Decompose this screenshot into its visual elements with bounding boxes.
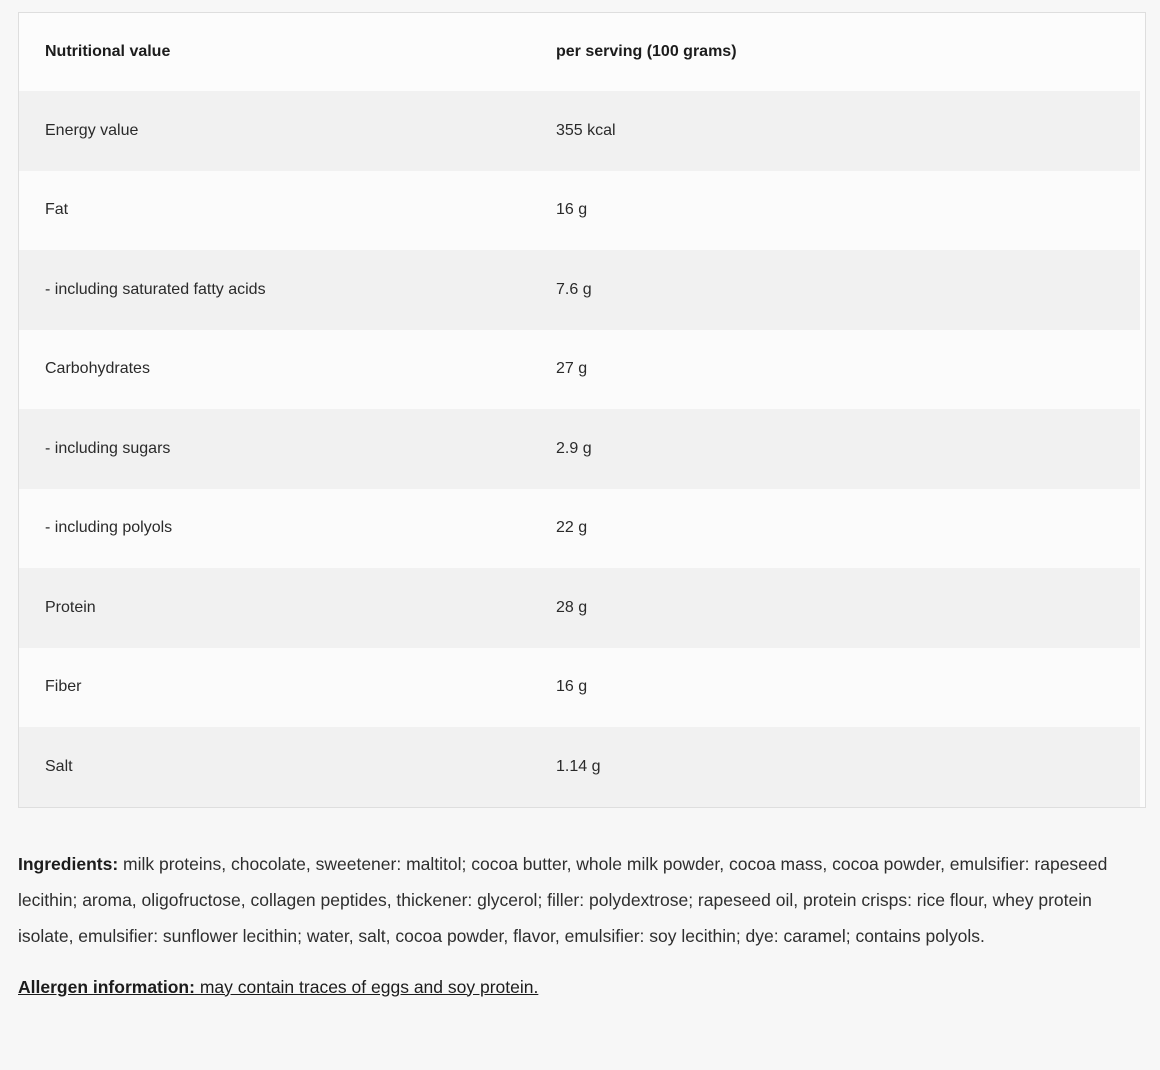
table-row-saturated-fatty-acids <box>19 250 1140 330</box>
nutrient-label: Energy value <box>45 121 139 139</box>
nutrient-label: Fiber <box>45 678 82 696</box>
col-header-per-serving: per serving (100 grams) <box>556 13 1140 91</box>
nutrient-value: 2.9 g <box>556 439 592 457</box>
nutrient-value: 1.14 g <box>556 757 601 775</box>
nutrient-value: 355 kcal <box>556 121 616 139</box>
nutrient-value: 22 g <box>556 519 588 537</box>
nutrition-table <box>18 12 1146 808</box>
allergen-paragraph <box>18 969 1138 1005</box>
nutrient-value: 7.6 g <box>556 280 592 298</box>
nutrient-value: 27 g <box>556 360 588 378</box>
table-row-salt <box>19 727 1140 807</box>
table-row-fat <box>19 171 1140 251</box>
nutrient-value: 16 g <box>556 678 588 696</box>
nutrient-label: Salt <box>45 757 73 775</box>
nutrient-label: - including polyols <box>45 519 173 537</box>
nutrient-label: Protein <box>45 598 96 616</box>
table-row-carbohydrates <box>19 330 1140 410</box>
table-row-fiber <box>19 648 1140 728</box>
nutrient-label: Carbohydrates <box>45 360 150 378</box>
nutrient-label: - including saturated fatty acids <box>45 280 266 298</box>
table-header-row <box>19 13 1140 91</box>
ingredients-paragraph <box>18 846 1138 954</box>
page <box>0 12 1160 1005</box>
col-header-nutritional-value: Nutritional value <box>19 13 556 91</box>
allergen-text: may contain traces of eggs and soy protein. <box>194 976 539 997</box>
nutrient-label: - including sugars <box>45 439 171 457</box>
allergen-label: Allergen information: <box>18 976 195 997</box>
nutrient-value: 16 g <box>556 201 588 219</box>
ingredients-text: milk proteins, chocolate, sweetener: maltitol; cocoa butter, whole milk powder, cocoa mass, cocoa powder, emulsifier: rapeseed lecithin; aroma, oligofructose, collagen peptides, thickener: glycerol; filler: polydextrose; rapeseed oil, protein crisps: rice flour, whey protein isolate, emulsifier: sunflower lecithin; water, salt, cocoa powder, flavor, emulsifier: soy lecithin; dye: caramel; contains polyols. <box>18 853 1108 946</box>
ingredients-label: Ingredients: <box>18 853 119 874</box>
table-row-protein <box>19 568 1140 648</box>
nutrient-label: Fat <box>45 201 69 219</box>
table-row-sugars <box>19 409 1140 489</box>
table-row-polyols <box>19 489 1140 569</box>
nutrient-value: 28 g <box>556 598 588 616</box>
table-row-energy <box>19 91 1140 171</box>
